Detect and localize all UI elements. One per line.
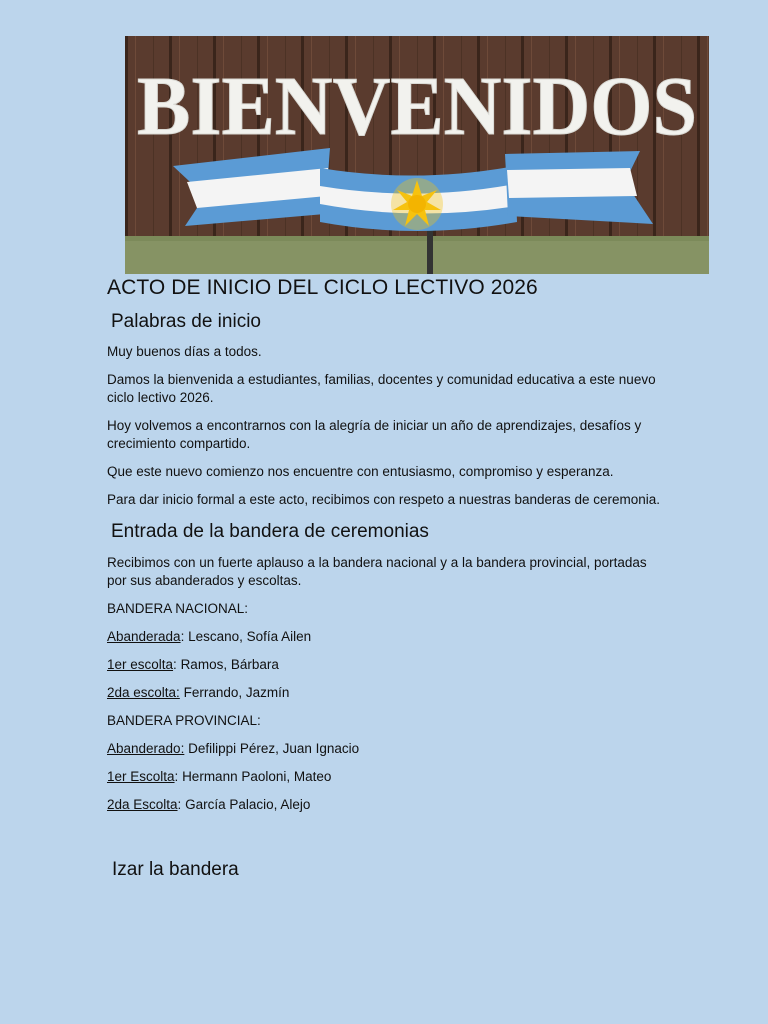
paragraph: Para dar inicio formal a este acto, recibimos con respeto a nuestras banderas de ceremonia. (107, 492, 661, 507)
bearer-role: 1er Escolta (107, 769, 175, 784)
separator: : (174, 769, 183, 784)
bandera-nacional-label: BANDERA NACIONAL: (107, 601, 249, 616)
welcome-banner-image (125, 36, 709, 274)
bearer-line (107, 768, 667, 786)
bearer-line (107, 628, 667, 646)
paragraph: Damos la bienvenida a estudiantes, familias, docentes y comunidad educativa a este nuevo ciclo lectivo 2026. (107, 372, 656, 405)
heading-izar-bandera: Izar la bandera (112, 859, 239, 880)
bearer-name: Ferrando, Jazmín (183, 685, 290, 700)
bearer-role: Abanderado: (107, 741, 185, 756)
bearer-name: Defilippi Pérez, Juan Ignacio (188, 741, 360, 756)
heading-palabras-inicio: Palabras de inicio (111, 311, 261, 332)
bearer-name: Ramos, Bárbara (180, 657, 279, 672)
bearer-line (107, 684, 667, 702)
paragraph: Recibimos con un fuerte aplauso a la bandera nacional y a la bandera provincial, portadas por sus abanderados y escoltas. (107, 555, 647, 588)
separator: : (177, 797, 186, 812)
bearer-name: Hermann Paoloni, Mateo (182, 769, 332, 784)
sun-of-may-icon (391, 178, 443, 230)
bearer-name: Lescano, Sofía Ailen (188, 629, 312, 644)
bearer-line (107, 740, 667, 758)
banner-illustration (125, 36, 709, 274)
separator: : (173, 657, 181, 672)
bearer-name: García Palacio, Alejo (185, 797, 311, 812)
paragraph: Hoy volvemos a encontrarnos con la alegría de iniciar un año de aprendizajes, desafíos y crecimiento compartido. (107, 418, 642, 451)
page-title: ACTO DE INICIO DEL CICLO LECTIVO 2026 (107, 276, 538, 299)
bearer-role: 2da escolta: (107, 685, 180, 700)
bearer-role: Abanderada (107, 629, 181, 644)
paragraph: Muy buenos días a todos. (107, 344, 262, 359)
bearer-role: 1er escolta (107, 657, 174, 672)
bearer-line (107, 796, 667, 814)
bandera-provincial-label: BANDERA PROVINCIAL: (107, 713, 261, 728)
bearer-line (107, 656, 667, 674)
document-body (107, 274, 667, 881)
bearer-role: 2da Escolta (107, 797, 178, 812)
paragraph: Que este nuevo comienzo nos encuentre con entusiasmo, compromiso y esperanza. (107, 464, 614, 479)
separator: : (180, 629, 189, 644)
heading-entrada-bandera: Entrada de la bandera de ceremonias (111, 521, 429, 542)
banner-word: BIENVENIDOS (137, 60, 697, 153)
